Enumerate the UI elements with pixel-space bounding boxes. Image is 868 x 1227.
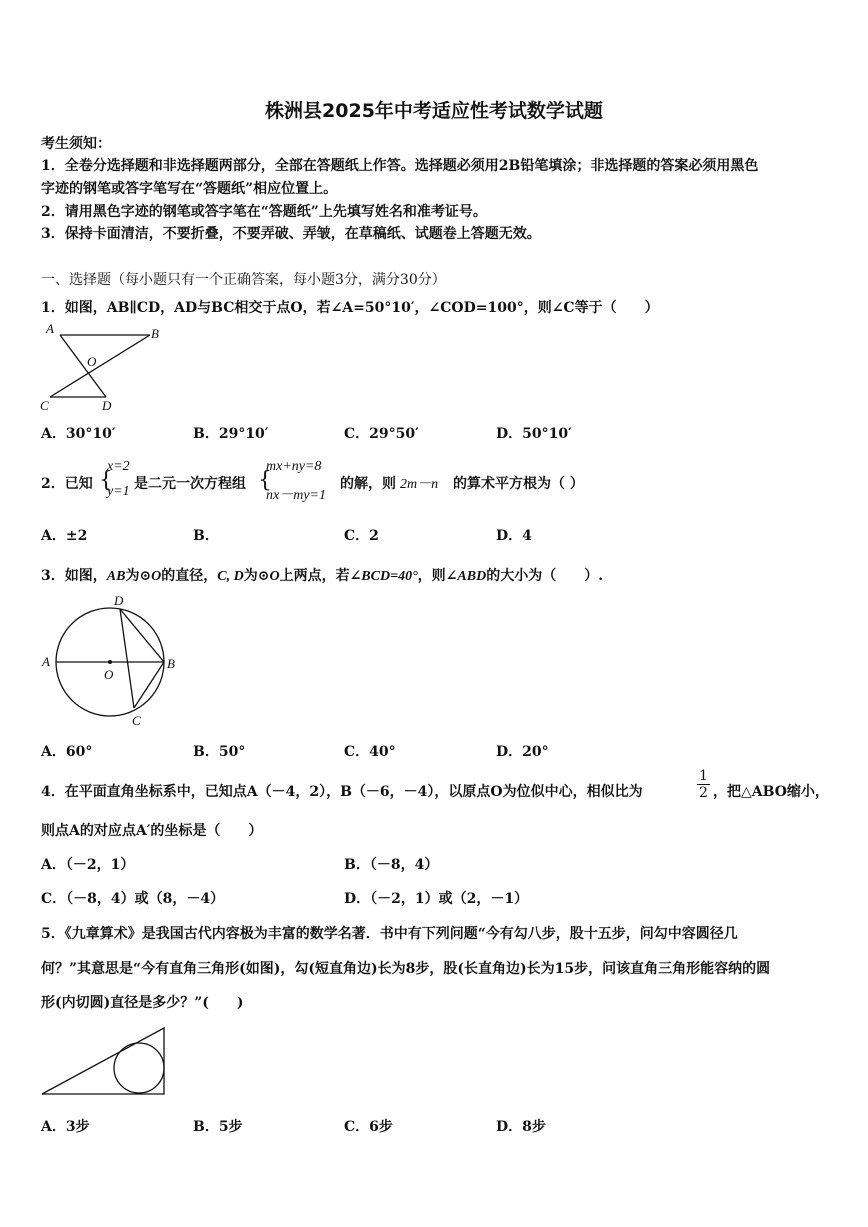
q1-label-c: C [40, 398, 49, 413]
q4-option-c: C．（－8，4）或（8，－4） [41, 891, 225, 907]
q3-angle-bcd: ∠BCD=40° [349, 569, 418, 584]
q4-option-a: A．（－2，1） [41, 857, 135, 873]
q3-circle-2: ⊙O [257, 569, 280, 584]
q1-option-a: A．30°10′ [41, 426, 116, 442]
q2-option-c: C．2 [344, 528, 379, 544]
q3-text-3: 的直径， [161, 568, 218, 584]
q2-expr: 2m－n [400, 477, 439, 492]
q5-stem-line-1: 5．《九章算术》是我国古代内容极为丰富的数学名著．书中有下列问题“今有勾八步，股十五步，问勾中容圆径几 [41, 926, 738, 942]
q3-cd: C, D [217, 569, 244, 584]
q3-text-6: ，则 [417, 568, 446, 584]
q3-label-b: B [167, 656, 175, 671]
q3-text-4: 为 [243, 568, 258, 584]
q3-figure [38, 592, 188, 732]
q2-sys2-eq2: nx－my=1 [266, 488, 326, 503]
q3-option-b: B．50° [193, 744, 246, 760]
q3-option-a: A．60° [41, 744, 93, 760]
q3-text-5: 上两点，若 [279, 568, 350, 584]
section-heading: 一、选择题（每小题只有一个正确答案，每小题3分，满分30分） [41, 272, 446, 288]
q2-option-b: B． [193, 528, 219, 544]
q3-angle-abd: ∠ABD [445, 569, 487, 584]
q3-label-a: A [42, 654, 50, 669]
notice-heading: 考生须知： [41, 136, 111, 152]
q3-label-o: O [104, 667, 114, 682]
q4-option-b: B．（－8，4） [344, 857, 439, 873]
q5-stem-line-2: 何？”其意思是“今有直角三角形(如图)，勾(短直角边)长为8步，股(长直角边)长为15步，问该直角三角形能容纳的圆 [41, 961, 771, 977]
q5-option-a: A．3步 [41, 1119, 90, 1135]
q1-option-d: D．50°10′ [496, 426, 572, 442]
q5-option-d: D．8步 [496, 1119, 546, 1135]
q4-fraction-denominator: 2 [699, 785, 708, 801]
q5-figure [38, 1024, 170, 1098]
q1-label-o: O [87, 354, 97, 369]
q3-text-1: 3．如图， [41, 568, 107, 584]
q3-ab: AB [106, 569, 126, 584]
q5-stem-line-3: 形(内切圆)直径是多少？”( ) [41, 995, 244, 1011]
q1-option-c: C．29°50′ [344, 426, 419, 442]
q2-prefix: 2．已知 [41, 476, 93, 492]
q3-option-c: C．40° [344, 744, 396, 760]
q5-option-c: C．6步 [344, 1119, 393, 1135]
notice-item-2: 2．请用黑色字迹的钢笔或答字笔在“答题纸”上先填写姓名和准考证号。 [41, 204, 487, 220]
q3-stem [41, 565, 603, 585]
q2-option-d: D．4 [496, 528, 532, 544]
q2-option-a: A．±2 [41, 528, 88, 544]
notice-item-1-cont: 字迹的钢笔或答字笔写在“答题纸”相应位置上。 [41, 181, 338, 197]
q2-sys1-eq2: y=1 [107, 484, 130, 499]
q3-text-7: 的大小为（ ）. [486, 568, 604, 584]
q3-text-2: 为 [125, 568, 140, 584]
q1-figure [38, 321, 166, 413]
q4-stem-line-1-end: ，把△ABO缩小， [713, 784, 829, 800]
q2-sys2-eq1: mx+ny=8 [266, 459, 322, 474]
q2-brace-1: { [99, 468, 113, 493]
q2-mid: 是二元一次方程组 [134, 476, 246, 492]
q4-option-d: D．（－2，1）或（2，－1） [344, 891, 529, 907]
q4-fraction-numerator: 1 [699, 768, 708, 784]
notice-item-1: 1．全卷分选择题和非选择题两部分，全部在答题纸上作答。选择题必须用2B铅笔填涂；非选择题的答案必须用黑色 [41, 158, 759, 174]
q4-stem-line-1: 4．在平面直角坐标系中，已知点A（－4，2），B（－6，－4），以原点O为位似中心，相似比为 [41, 784, 643, 800]
q2-suffix: 的算术平方根为（ ） [453, 476, 584, 492]
q2-sys1-eq1: x=2 [107, 459, 130, 474]
q1-stem: 1．如图，AB∥CD，AD与BC相交于点O，若∠A=50°10′，∠COD=100°，则∠C等于（ ） [41, 300, 659, 316]
q1-label-d: D [102, 398, 112, 413]
notice-item-3: 3．保持卡面清洁，不要折叠，不要弄破、弄皱，在草稿纸、试题卷上答题无效。 [41, 226, 541, 242]
q3-circle-1: ⊙O [139, 569, 162, 584]
q1-option-b: B．29°10′ [193, 426, 269, 442]
q3-label-c: C [132, 713, 141, 728]
q1-label-a: A [46, 321, 54, 336]
q3-option-d: D．20° [496, 744, 549, 760]
q3-label-d: D [114, 593, 124, 608]
q1-label-b: B [151, 326, 159, 341]
q4-stem-line-2: 则点A的对应点A′的坐标是（ ） [41, 823, 263, 839]
q4-ratio-fraction [697, 768, 710, 801]
page-title: 株洲县2025年中考适应性考试数学试题 [265, 100, 603, 122]
q5-option-b: B．5步 [193, 1119, 243, 1135]
q2-mid2: 的解，则 [340, 476, 396, 492]
q2-brace-2: { [258, 468, 272, 493]
